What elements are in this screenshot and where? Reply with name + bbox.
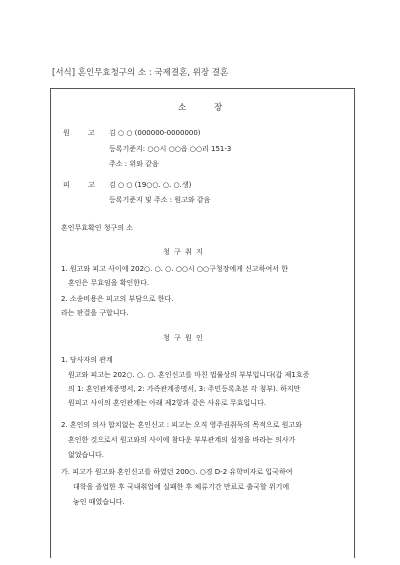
claim-line: 혼인은 무효임을 확인한다.	[68, 279, 150, 287]
plaintiff-name: 김 ○ ○ (000000-0000000)	[109, 129, 201, 137]
reason-2-sub-line: 대학을 졸업한 후 국내취업에 실패한 후 체류기간 만료로 출국할 위기에	[73, 483, 290, 491]
reason-2-line: 없었습니다.	[68, 451, 105, 459]
defendant-name: 김 ○ ○ (19○○. ○. ○.생)	[109, 181, 192, 189]
claim-line: 2. 소송비용은 피고의 부담으로 한다.	[61, 295, 174, 303]
reason-2-line: 혼인한 것으로서 원고와의 사이에 참다운 부부관계의 설정을 바라는 의사가	[68, 436, 296, 444]
reason-2-line: 2. 혼인의 의사 합치없는 혼인신고 : 피고는 오직 영주권취득의 목적으로 원고와	[61, 421, 302, 429]
plaintiff-role-a: 원	[63, 129, 70, 137]
claim-heading: 청 구 취 지	[163, 248, 204, 256]
doc-title-right: 장	[214, 103, 223, 113]
case-name: 혼인무효확인 청구의 소	[61, 224, 134, 232]
claim-line: 1. 원고와 피고 사이에 202○. ○. ○. ○○시 ○○구청장에게 신고하여서 한	[61, 265, 288, 273]
form-header: [서식] 혼인무효청구의 소 : 국제결혼, 위장 결혼	[52, 68, 229, 78]
reason-1-line: 원고와 피고는 202○. ○. ○. 혼인신고를 마친 법률상의 부부입니다(갑 제1호증	[68, 371, 310, 379]
plaintiff-address: 주소 : 위와 같음	[109, 160, 159, 168]
claim-line: 라는 판결을 구합니다.	[61, 309, 129, 317]
plaintiff-registry: 등록기준지: ○○시 ○○읍 ○○리 151-3	[109, 145, 232, 153]
reason-1-title: 1. 당사자의 관계	[61, 356, 113, 364]
defendant-role-a: 피	[63, 181, 70, 189]
plaintiff-role-b: 고	[88, 129, 95, 137]
reason-heading: 청 구 원 인	[163, 334, 204, 342]
defendant-role-b: 고	[88, 181, 95, 189]
doc-title-left: 소	[178, 103, 187, 113]
reason-1-line: 의 1: 혼인관계증명서, 2: 가족관계증명서, 3: 주민등록초본 각 첨부). 하지만	[68, 385, 301, 393]
reason-2-sub-line: 놓인 때였습니다.	[73, 498, 125, 506]
reason-1-line: 원피고 사이의 혼인관계는 아래 제2항과 같은 사유로 무효입니다.	[68, 399, 267, 407]
defendant-registry: 등록기준지 및 주소 : 원고와 같음	[109, 196, 211, 204]
reason-2-sub-line: 가. 피고가 원고와 혼인신고를 하였던 200○. ○경 D-2 유학비자로 입국하여	[61, 468, 293, 476]
complaint-document	[50, 88, 355, 558]
